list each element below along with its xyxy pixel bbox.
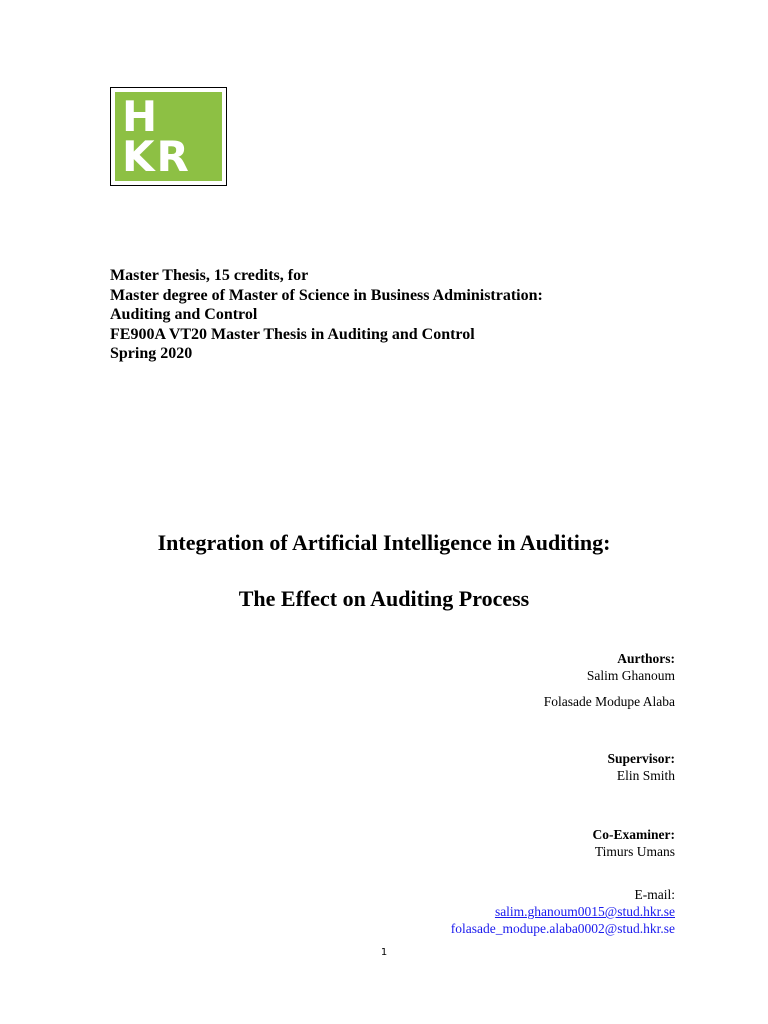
university-logo <box>110 87 227 186</box>
program-line-4: FE900A VT20 Master Thesis in Auditing and Control <box>110 325 475 343</box>
program-info <box>110 266 543 364</box>
email-block <box>451 886 675 937</box>
thesis-title: Integration of Artificial Intelligence in Auditing: <box>157 530 611 555</box>
program-line-3: Auditing and Control <box>110 306 258 323</box>
program-line-2: Master degree of Master of Science in Business Administration: <box>110 286 543 304</box>
logo-text-line1: H <box>122 91 160 141</box>
email-link-2[interactable]: folasade_modupe.alaba0002@stud.hkr.se <box>450 921 675 936</box>
supervisor-block <box>608 750 676 784</box>
thesis-subtitle: The Effect on Auditing Process <box>238 586 530 611</box>
co-examiner-name: Timurs Umans <box>594 844 675 859</box>
program-line-5: Spring 2020 <box>110 345 193 362</box>
co-examiner-block <box>593 826 675 860</box>
email-link-1[interactable]: salim.ghanoum0015@stud.hkr.se <box>494 904 675 919</box>
email-label: E-mail: <box>634 887 675 902</box>
supervisor-name: Elin Smith <box>616 768 675 783</box>
logo-box <box>115 92 222 181</box>
supervisor-label: Supervisor: <box>607 751 675 766</box>
logo-text-line2: KR <box>122 131 191 181</box>
author-name-1: Salim Ghanoum <box>586 668 675 683</box>
co-examiner-label: Co-Examiner: <box>592 827 675 842</box>
page-number: 1 <box>380 947 388 958</box>
authors-label: Aurthors: <box>617 651 675 666</box>
author-name-2: Folasade Modupe Alaba <box>543 694 675 709</box>
program-line-1: Master Thesis, 15 credits, for <box>110 267 309 284</box>
authors-block <box>544 650 675 710</box>
